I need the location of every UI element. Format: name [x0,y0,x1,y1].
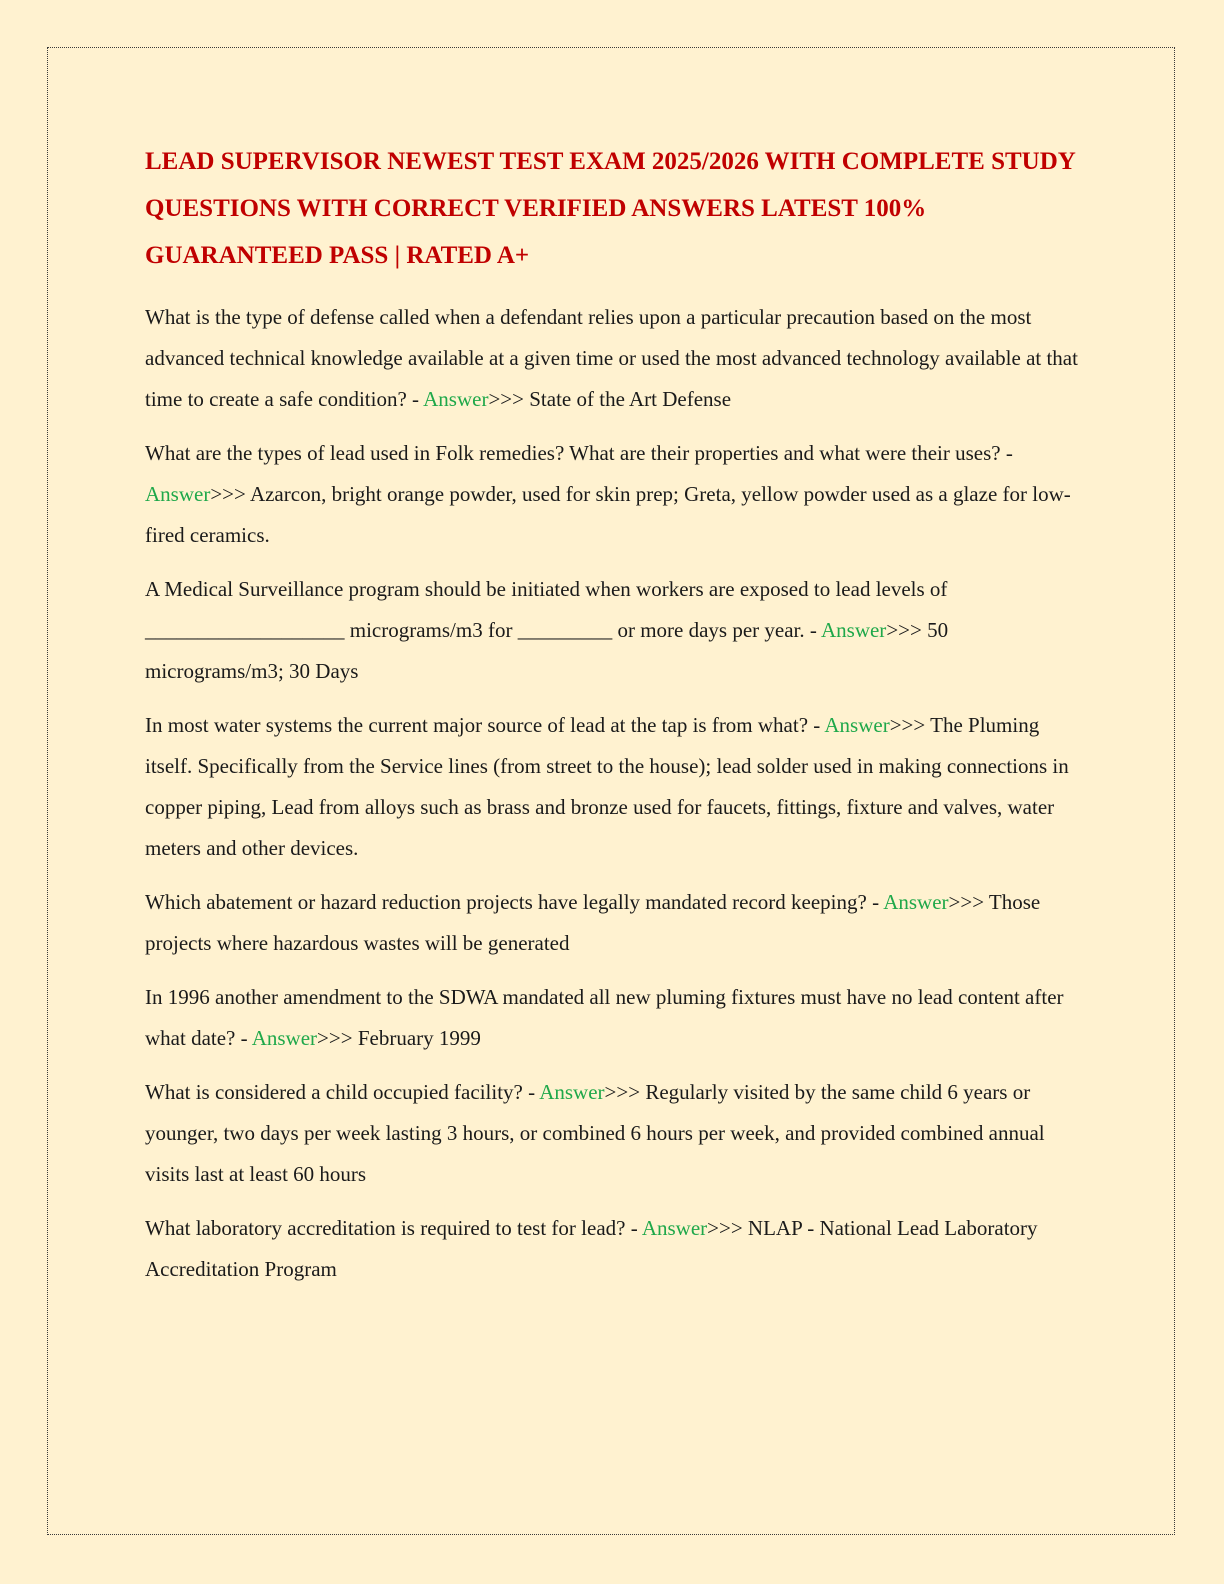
question-text: In most water systems the current major source of lead at the tap is from what? [145,713,809,737]
answer-label: Answer [145,482,211,506]
answer-label: Answer [641,1216,708,1240]
separator: - [625,1216,642,1240]
answer-marker: >>> [948,890,985,914]
qa-item-7 [145,1072,1085,1195]
answer-marker: >>> [210,482,246,506]
answer-label: Answer [251,1026,318,1050]
separator: - [866,890,884,914]
question-text: Which abatement or hazard reduction projects have legally mandated record keeping? [145,890,867,914]
qa-item-4 [145,705,1085,869]
question-text: What is considered a child occupied facility? [145,1080,523,1104]
answer-marker: >>> [886,618,922,642]
answer-text: Azarcon, bright orange powder, used for skin prep; Greta, yellow powder used as a glaze for low-fired ceramics. [145,482,1071,547]
qa-item-6 [145,977,1085,1059]
document-title: LEAD SUPERVISOR NEWEST TEST EXAM 2025/2026 WITH COMPLETE STUDY QUESTIONS WITH CORRECT VERIFIED ANSWERS LATEST 100% GUARANTEED PASS | RATED A+ [145,148,1075,269]
question-text: What is the type of defense called when a defendant relies upon a particular precaution based on the most advanced technical knowledge available at a given time or used the most advanced technology available at that time to create a safe condition? [145,305,1078,411]
separator: - [235,1026,252,1050]
separator: - [406,387,424,411]
qa-item-1 [145,297,1085,420]
answer-label: Answer [423,387,489,411]
answer-marker: >>> [889,713,926,737]
qa-item-3 [145,569,1085,692]
separator: - [1000,441,1013,465]
question-text: In 1996 another amendment to the SDWA mandated all new pluming fixtures must have no lead content after what date? [145,985,1064,1050]
answer-text: 50 micrograms/m3; 30 Days [145,618,949,683]
answer-label: Answer [539,1080,605,1104]
separator: - [804,618,821,642]
answer-label: Answer [824,713,890,737]
answer-marker: >>> [488,387,524,411]
answer-text: State of the Art Defense [524,387,732,411]
question-text: A Medical Surveillance program should be initiated when workers are exposed to lead levels of ___________________ micrograms/m3 for _________ or more days per year. [145,577,948,642]
separator: - [522,1080,540,1104]
answer-text: NLAP - National Lead Laboratory Accreditation Program [145,1216,1038,1281]
answer-text: Regularly visited by the same child 6 years or younger, two days per week lasting 3 hours, or combined 6 hours per week, and provided combined annual visits last at least 60 hours [145,1080,1045,1186]
answer-label: Answer [883,890,949,914]
separator: - [808,713,825,737]
answer-marker: >>> [707,1216,743,1240]
qa-item-2 [145,433,1085,556]
question-text: What laboratory accreditation is required to test for lead? [145,1216,626,1240]
answer-marker: >>> [317,1026,353,1050]
answer-marker: >>> [604,1080,641,1104]
qa-item-8 [145,1208,1085,1290]
qa-item-5 [145,882,1085,964]
question-text: What are the types of lead used in Folk remedies? What are their properties and what were their uses? [145,441,1001,465]
document-content [145,138,1085,1303]
answer-text: February 1999 [352,1026,481,1050]
answer-text: Those projects where hazardous wastes will be generated [145,890,1041,955]
answer-label: Answer [820,618,887,642]
answer-text: The Pluming itself. Specifically from the Service lines (from street to the house); lead solder used in making connections in copper piping, Lead from alloys such as brass and bronze used for faucets, fittings, fixture and valves, water meters and other devices. [145,713,1069,860]
